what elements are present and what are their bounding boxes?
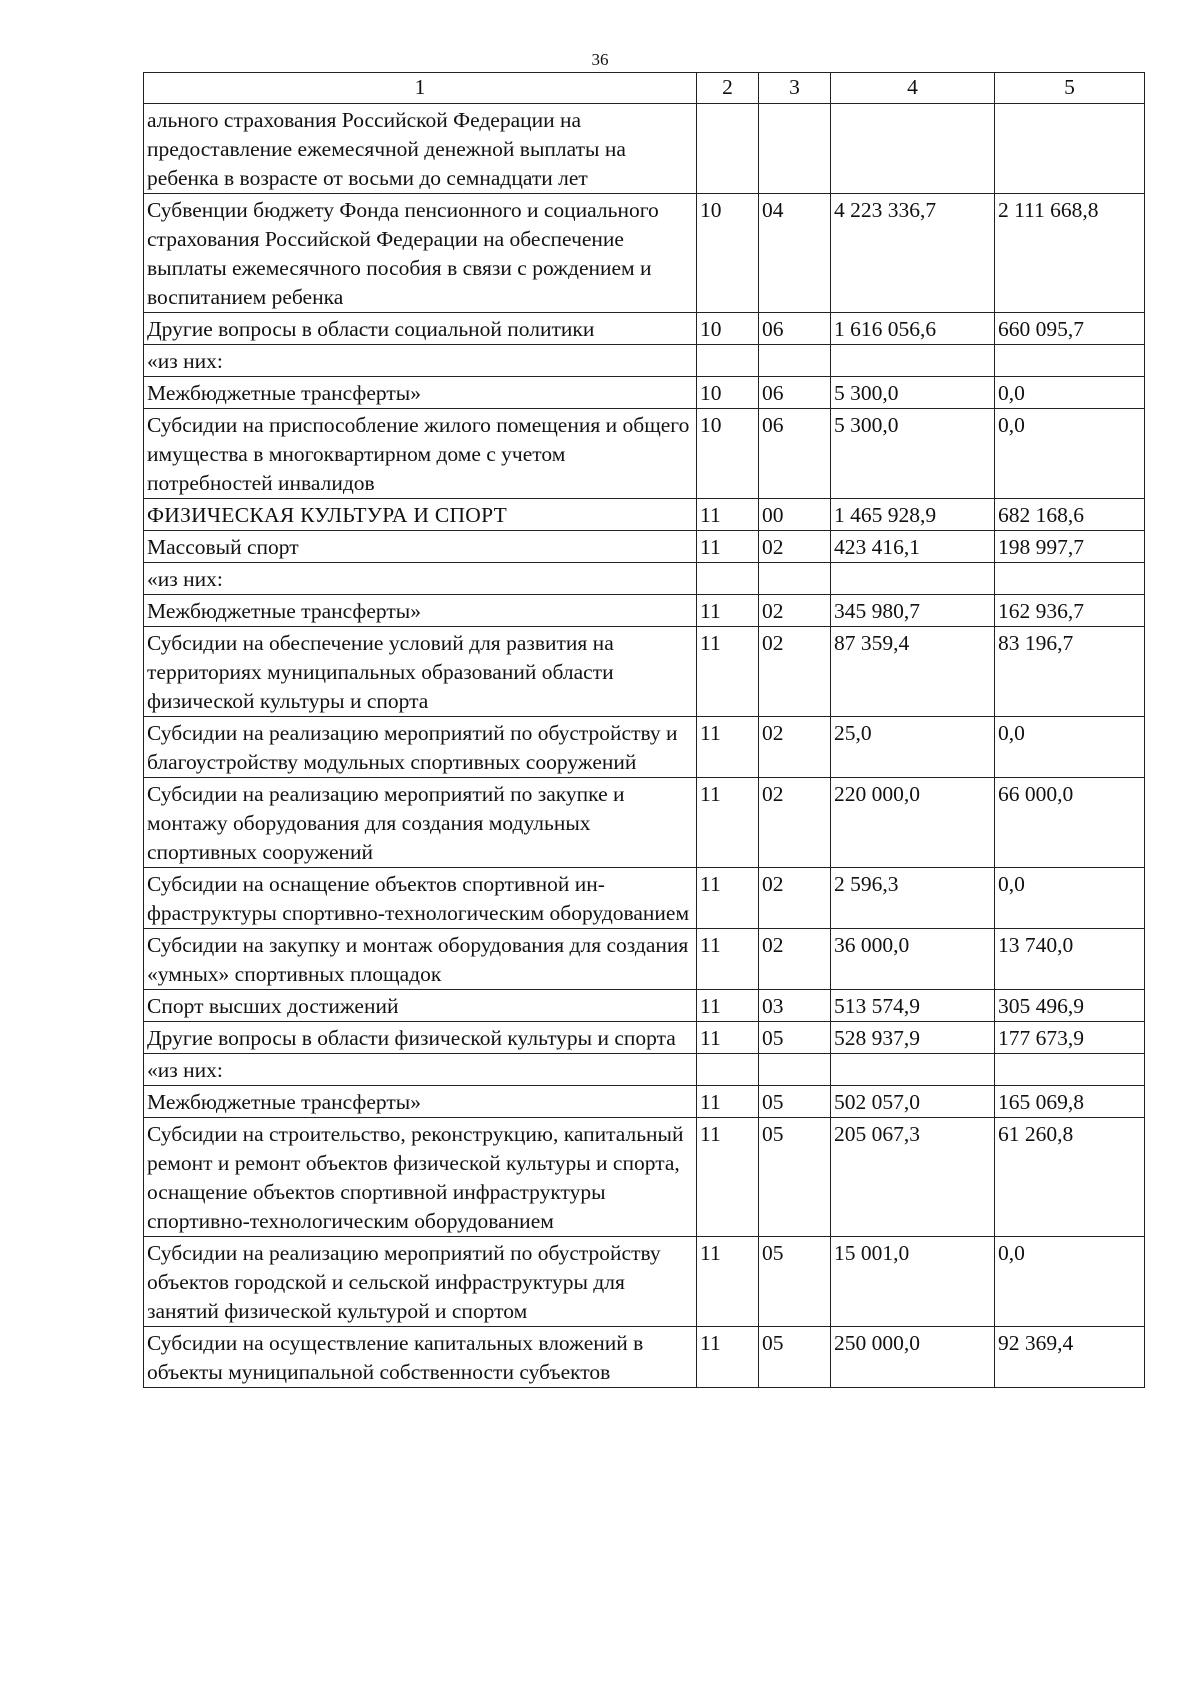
row-section: 11 — [697, 778, 759, 868]
row-section: 10 — [697, 313, 759, 345]
row-amount-2 — [995, 104, 1145, 194]
table-row — [144, 377, 1145, 409]
row-name: Межбюджетные трансферты» — [144, 595, 697, 627]
row-amount-2: 198 997,7 — [995, 531, 1145, 563]
row-amount-total: 4 223 336,7 — [831, 194, 995, 313]
row-subsection — [759, 104, 831, 194]
row-amount-2 — [995, 1054, 1145, 1086]
row-name: Другие вопросы в области социальной политики — [144, 313, 697, 345]
row-name: Субсидии на оснащение объектов спортивной инфраструктуры спортивно-технологическим оборудованием — [144, 868, 697, 929]
row-section: 11 — [697, 1086, 759, 1118]
row-name: Массовый спорт — [144, 531, 697, 563]
row-amount-total — [831, 563, 995, 595]
row-amount-total: 2 596,3 — [831, 868, 995, 929]
row-amount-2: 0,0 — [995, 377, 1145, 409]
table-row — [144, 990, 1145, 1022]
row-name: «из них: — [144, 345, 697, 377]
row-name: ФИЗИЧЕСКАЯ КУЛЬТУРА И СПОРТ — [144, 499, 697, 531]
row-amount-2 — [995, 345, 1145, 377]
row-subsection: 05 — [759, 1022, 831, 1054]
row-subsection: 06 — [759, 409, 831, 499]
row-section: 11 — [697, 929, 759, 990]
row-section: 11 — [697, 717, 759, 778]
row-subsection: 02 — [759, 929, 831, 990]
table-row — [144, 1054, 1145, 1086]
row-amount-total: 15 001,0 — [831, 1237, 995, 1327]
row-section: 11 — [697, 1327, 759, 1388]
row-amount-2 — [995, 563, 1145, 595]
row-subsection: 02 — [759, 717, 831, 778]
table-row — [144, 778, 1145, 868]
row-section: 11 — [697, 595, 759, 627]
row-amount-total: 513 574,9 — [831, 990, 995, 1022]
row-amount-2: 92 369,4 — [995, 1327, 1145, 1388]
row-amount-2: 0,0 — [995, 409, 1145, 499]
table-row — [144, 1237, 1145, 1327]
row-amount-total: 345 980,7 — [831, 595, 995, 627]
table-row — [144, 929, 1145, 990]
row-name: Субсидии на строительство, реконструкцию, капитальный ремонт и ремонт объектов физической культуры и спорта, оснащение объектов спортивной инфраструктуры спортивно-технологическим оборудованием — [144, 1118, 697, 1237]
table-row — [144, 531, 1145, 563]
row-amount-total: 528 937,9 — [831, 1022, 995, 1054]
col-header-2: 2 — [697, 73, 759, 104]
row-subsection — [759, 563, 831, 595]
row-section: 10 — [697, 409, 759, 499]
table-row — [144, 627, 1145, 717]
row-amount-2: 83 196,7 — [995, 627, 1145, 717]
row-amount-2: 177 673,9 — [995, 1022, 1145, 1054]
row-amount-total: 5 300,0 — [831, 377, 995, 409]
row-name: Межбюджетные трансферты» — [144, 1086, 697, 1118]
row-amount-total — [831, 104, 995, 194]
row-section: 11 — [697, 531, 759, 563]
col-header-4: 4 — [831, 73, 995, 104]
row-subsection: 02 — [759, 868, 831, 929]
row-section: 10 — [697, 377, 759, 409]
row-amount-2: 66 000,0 — [995, 778, 1145, 868]
row-subsection: 00 — [759, 499, 831, 531]
row-subsection — [759, 345, 831, 377]
header-row — [144, 73, 1145, 104]
col-header-1: 1 — [144, 73, 697, 104]
row-amount-2: 305 496,9 — [995, 990, 1145, 1022]
table-row — [144, 1022, 1145, 1054]
row-subsection: 02 — [759, 531, 831, 563]
row-name: «из них: — [144, 563, 697, 595]
table-row — [144, 345, 1145, 377]
row-section — [697, 1054, 759, 1086]
table-row — [144, 717, 1145, 778]
table-row — [144, 563, 1145, 595]
row-section: 11 — [697, 1022, 759, 1054]
row-amount-total: 87 359,4 — [831, 627, 995, 717]
row-subsection: 05 — [759, 1086, 831, 1118]
row-subsection: 05 — [759, 1237, 831, 1327]
row-name: Субсидии на осуществление капитальных вложений в объекты муниципальной собственности субъектов — [144, 1327, 697, 1388]
row-section: 11 — [697, 1118, 759, 1237]
row-section: 11 — [697, 1237, 759, 1327]
col-header-3: 3 — [759, 73, 831, 104]
row-subsection: 06 — [759, 377, 831, 409]
row-amount-total: 502 057,0 — [831, 1086, 995, 1118]
row-section: 11 — [697, 868, 759, 929]
page-number: 36 — [591, 50, 609, 69]
table-header — [144, 73, 1145, 104]
row-name: Межбюджетные трансферты» — [144, 377, 697, 409]
row-amount-total: 25,0 — [831, 717, 995, 778]
row-name: Субсидии на приспособление жилого помещения и общего имущества в многоквартирном доме с учетом потребностей инвалидов — [144, 409, 697, 499]
row-subsection: 03 — [759, 990, 831, 1022]
row-section: 11 — [697, 499, 759, 531]
col-header-5: 5 — [995, 73, 1145, 104]
row-amount-total: 220 000,0 — [831, 778, 995, 868]
row-name: ального страхования Российской Федерации на предоставление ежемесячной денежной выплаты на ребенка в возрасте от восьми до семнадцати лет — [144, 104, 697, 194]
row-name: Субсидии на реализацию мероприятий по закупке и монтажу оборудования для создания модульных спортивных сооружений — [144, 778, 697, 868]
row-amount-2: 2 111 668,8 — [995, 194, 1145, 313]
row-amount-total: 5 300,0 — [831, 409, 995, 499]
table-row — [144, 104, 1145, 194]
row-section: 11 — [697, 627, 759, 717]
row-amount-2: 682 168,6 — [995, 499, 1145, 531]
row-name: Субсидии на реализацию мероприятий по обустройству и благоустройству модульных спортивных сооружений — [144, 717, 697, 778]
table-row — [144, 499, 1145, 531]
row-name: Субсидии на реализацию мероприятий по обустройству объектов городской и сельской инфраструктуры для занятий физической культурой и спортом — [144, 1237, 697, 1327]
table-row — [144, 1118, 1145, 1237]
row-name: Субсидии на закупку и монтаж оборудования для создания «умных» спортивных площадок — [144, 929, 697, 990]
row-name: Субсидии на обеспечение условий для развития на территориях муниципальных образований области физической культуры и спорта — [144, 627, 697, 717]
row-subsection: 04 — [759, 194, 831, 313]
row-subsection: 02 — [759, 595, 831, 627]
row-amount-total: 36 000,0 — [831, 929, 995, 990]
row-amount-total: 250 000,0 — [831, 1327, 995, 1388]
row-name: Спорт высших достижений — [144, 990, 697, 1022]
row-name: Субвенции бюджету Фонда пенсионного и социального страхования Российской Федерации на обеспечение выплаты ежемесячного пособия в связи с рождением и воспитанием ребенка — [144, 194, 697, 313]
table-row — [144, 409, 1145, 499]
budget-table — [143, 72, 1145, 1388]
row-amount-2: 0,0 — [995, 1237, 1145, 1327]
row-amount-total — [831, 1054, 995, 1086]
table-row — [144, 1327, 1145, 1388]
table-row — [144, 313, 1145, 345]
row-subsection: 05 — [759, 1327, 831, 1388]
row-amount-2: 162 936,7 — [995, 595, 1145, 627]
row-amount-2: 165 069,8 — [995, 1086, 1145, 1118]
row-section: 10 — [697, 194, 759, 313]
row-amount-2: 13 740,0 — [995, 929, 1145, 990]
row-section — [697, 563, 759, 595]
table-row — [144, 1086, 1145, 1118]
row-section — [697, 345, 759, 377]
row-subsection — [759, 1054, 831, 1086]
row-subsection: 02 — [759, 778, 831, 868]
row-amount-2: 0,0 — [995, 868, 1145, 929]
row-amount-2: 660 095,7 — [995, 313, 1145, 345]
row-amount-total: 423 416,1 — [831, 531, 995, 563]
row-section: 11 — [697, 990, 759, 1022]
row-subsection: 06 — [759, 313, 831, 345]
row-amount-total — [831, 345, 995, 377]
table-row — [144, 595, 1145, 627]
row-amount-total: 1 616 056,6 — [831, 313, 995, 345]
row-amount-total: 1 465 928,9 — [831, 499, 995, 531]
table-row — [144, 194, 1145, 313]
row-subsection: 05 — [759, 1118, 831, 1237]
row-amount-total: 205 067,3 — [831, 1118, 995, 1237]
row-name: «из них: — [144, 1054, 697, 1086]
table-row — [144, 868, 1145, 929]
row-subsection: 02 — [759, 627, 831, 717]
row-name: Другие вопросы в области физической культуры и спорта — [144, 1022, 697, 1054]
row-amount-2: 0,0 — [995, 717, 1145, 778]
row-amount-2: 61 260,8 — [995, 1118, 1145, 1237]
row-section — [697, 104, 759, 194]
